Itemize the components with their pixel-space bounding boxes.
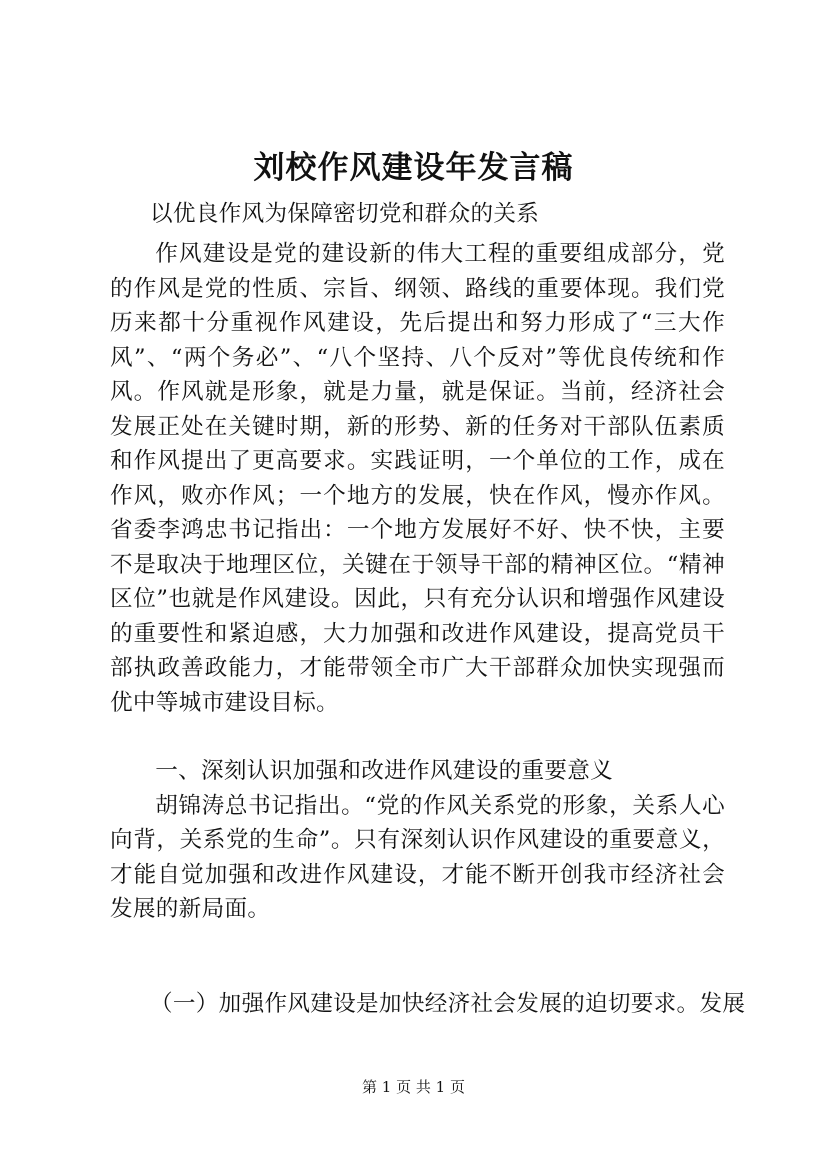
paragraph-1: 作风建设是党的建设新的伟大工程的重要组成部分，党的作风是党的性质、宗旨、纲领、路线的重要体现。我们党历来都十分重视作风建设，先后提出和努力形成了“三大作风”、“两个务必”、“八个坚持、八个反对”等优良传统和作风。作风就是形象，就是力量，就是保证。当前，经济社会发展正处在关键时期，新的形势、新的任务对干部队伍素质和作风提出了更高要求。实践证明，一个单位的工作，成在作风，败亦作风；一个地方的发展，快在作风，慢亦作风。省委李鸿忠书记指出：一个地方发展好不好、快不快，主要不是取决于地理区位，关键在于领导干部的精神区位。“精神区位”也就是作风建设。因此，只有充分认识和增强作风建设的重要性和紧迫感，大力加强和改进作风建设，提高党员干部执政善政能力，才能带领全市广大干部群众加快实现强而优中等城市建设目标。 [110,241,725,716]
document-subtitle: 以优良作风为保障密切党和群众的关系 [150,201,540,227]
sub-heading-1: （一）加强作风建设是加快经济社会发展的迫切要求。发展 [150,991,746,1017]
section-heading-1: 一、深刻认识加强和改进作风建设的重要意义 [155,758,614,784]
paragraph-2: 胡锦涛总书记指出。“党的作风关系党的形象，关系人心向背，关系党的生命”。只有深刻认识作风建设的重要意义，才能自觉加强和改进作风建设，才能不断开创我市经济社会发展的新局面。 [110,792,725,922]
page-footer: 第 1 页 共 1 页 [362,1078,465,1096]
body-block-1 [110,237,725,720]
document-title: 刘校作风建设年发言稿 [253,150,574,186]
body-block-2 [110,754,725,927]
